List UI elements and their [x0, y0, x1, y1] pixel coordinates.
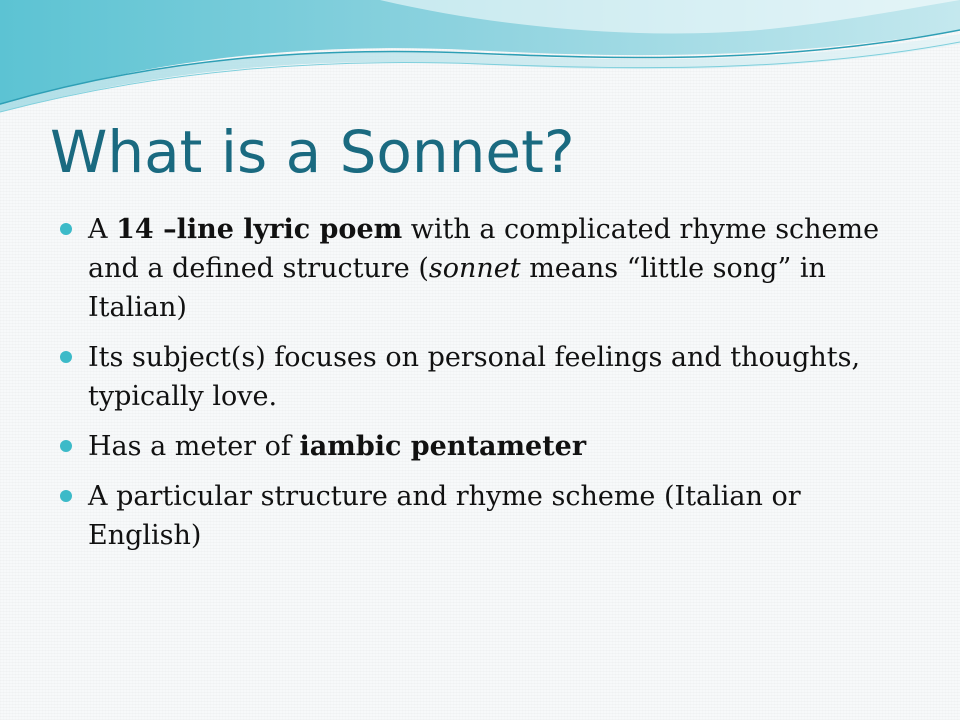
bold-text-segment: iambic pentameter: [299, 431, 587, 462]
text-segment: with a complicated rhyme scheme and a defined structure (: [88, 214, 880, 284]
header-wave-decoration: [0, 0, 960, 120]
slide-title: What is a Sonnet?: [50, 118, 575, 186]
text-segment: Has a meter of: [88, 431, 300, 462]
bullet-text: [88, 481, 801, 551]
bullet-item: [60, 338, 890, 416]
bullet-dot-icon: [60, 440, 72, 452]
bold-text-segment: 14 –line lyric poem: [116, 214, 403, 245]
bullet-dot-icon: [60, 490, 72, 502]
bullet-dot-icon: [60, 223, 72, 235]
italic-text-segment: sonnet: [428, 253, 521, 284]
bullet-text: [88, 431, 586, 462]
text-segment: means “little song” in Italian): [88, 253, 826, 323]
text-segment: A particular structure and rhyme scheme (Italian or English): [88, 481, 801, 551]
bullet-list: [60, 210, 890, 566]
bullet-item: [60, 210, 890, 327]
bullet-text: [88, 214, 879, 323]
bullet-text: [88, 342, 860, 412]
bullet-item: [60, 477, 890, 555]
text-segment: A: [88, 214, 117, 245]
text-segment: Its subject(s) focuses on personal feelings and thoughts, typically love.: [88, 342, 861, 412]
bullet-dot-icon: [60, 351, 72, 363]
bullet-item: [60, 427, 890, 466]
